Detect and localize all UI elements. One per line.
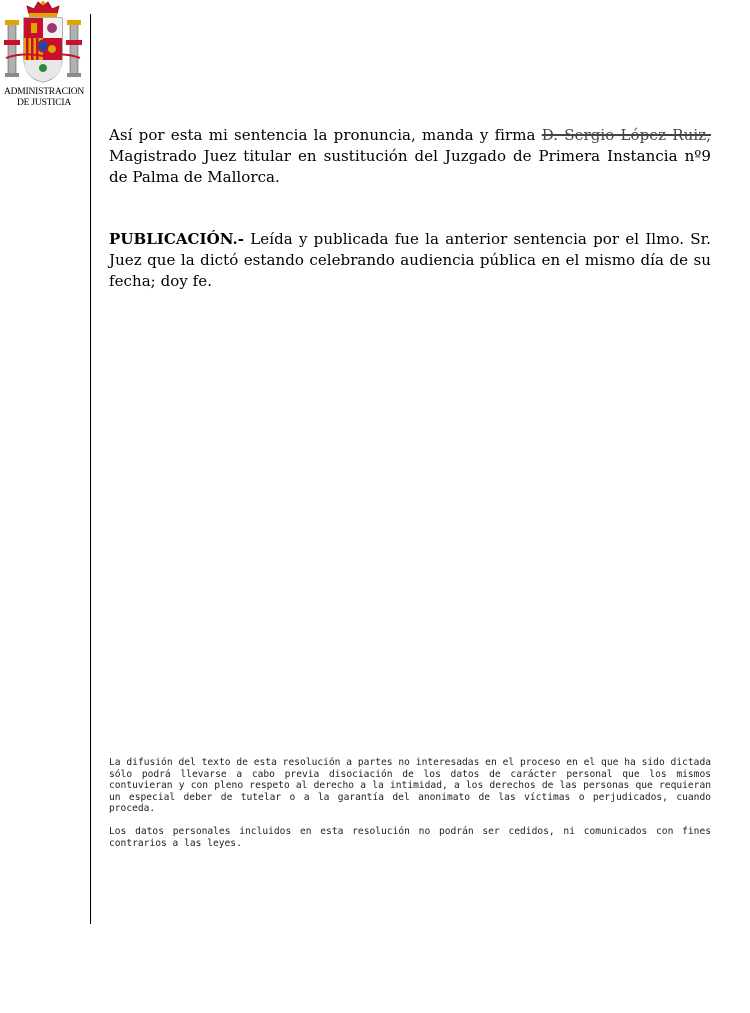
data-protection-notice: Los datos personales incluidos en esta resolución no podrán ser cedidos, ni comunicados con fines contrarios a las leyes.: [109, 826, 711, 849]
publication-paragraph: [109, 229, 711, 292]
signature-text-end: Magistrado Juez titular en sustitución del Juzgado de Primera Instancia nº9 de Palma de Mallorca.: [109, 147, 711, 186]
org-line-2: DE JUSTICIA: [16, 98, 71, 108]
organization-name: [0, 87, 88, 109]
publication-text: Leída y publicada fue la anterior sentencia por el Ilmo. Sr. Juez que la dictó estando celebrando audiencia pública en el mismo día de su fecha; doy fe.: [109, 230, 711, 290]
signature-paragraph: [109, 125, 711, 188]
signature-text-start: Así por esta mi sentencia la pronuncia, manda y firma: [109, 126, 542, 144]
coat-of-arms-logo: [2, 0, 84, 86]
publication-label: PUBLICACIÓN.-: [109, 230, 245, 248]
org-line-1: ADMINISTRACION: [3, 87, 85, 97]
redacted-name: D. Sergio López Ruiz,: [541, 126, 711, 144]
margin-rule: [90, 14, 91, 924]
privacy-notice: La difusión del texto de esta resolución a partes no interesadas en el proceso en el que ha sido dictada sólo podrá llevarse a cabo previa disociación de los datos de carácter personal que los mismos contuvieran y con pleno respeto al derecho a la intimidad, a los derechos de las personas que requieran un especial deber de tutelar o a la garantía del anonimato de las víctimas o perjudicados, cuando proceda.: [109, 757, 711, 815]
